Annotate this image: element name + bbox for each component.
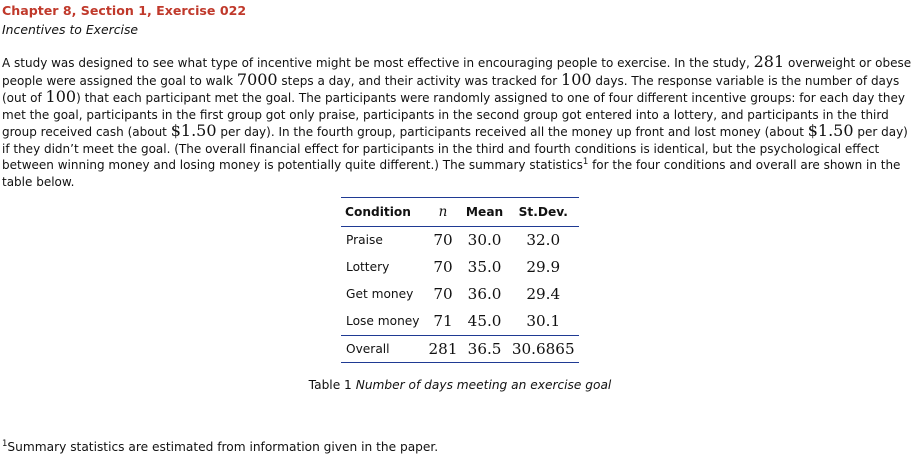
table-row: [341, 308, 579, 335]
table-row-overall: [341, 335, 579, 362]
row-condition: Lose money: [346, 314, 420, 329]
row-n: 70: [433, 285, 453, 304]
row-mean: 36.0: [467, 285, 502, 304]
footnote-text: Summary statistics are estimated from information given in the paper.: [7, 440, 439, 454]
table-caption: [0, 378, 920, 392]
row-stdev: 30.6865: [511, 339, 575, 358]
row-condition: Praise: [346, 233, 383, 248]
table-header-row: [341, 198, 579, 227]
row-stdev: 29.9: [526, 258, 561, 277]
footnote-marker: 1: [2, 438, 8, 449]
row-n: 70: [433, 258, 453, 277]
table-row: [341, 227, 579, 254]
days-tracked: 100: [561, 69, 592, 89]
footnote: [2, 440, 438, 454]
row-condition: Overall: [346, 341, 390, 356]
lost-amount: $1.50: [807, 121, 854, 140]
table-row: [341, 281, 579, 308]
table-row: [341, 254, 579, 281]
row-condition: Lottery: [346, 260, 390, 275]
participant-count: 281: [753, 52, 785, 71]
header-stdev: St.Dev.: [518, 205, 568, 219]
row-mean: 45.0: [467, 312, 502, 331]
row-condition: Get money: [346, 287, 414, 302]
row-mean: 30.0: [467, 231, 502, 250]
chapter-title: Chapter 8, Section 1, Exercise 022: [2, 3, 247, 18]
header-mean: Mean: [465, 205, 504, 219]
cash-amount: $1.50: [170, 121, 217, 140]
row-mean: 35.0: [467, 258, 502, 277]
row-n: 70: [433, 231, 453, 250]
footnote-reference[interactable]: 1: [582, 157, 589, 167]
caption-label: Table 1: [308, 378, 352, 392]
row-stdev: 30.1: [526, 312, 561, 331]
header-n: n: [438, 204, 448, 220]
row-mean: 36.5: [467, 339, 502, 358]
row-n: 281: [428, 339, 458, 358]
header-condition: Condition: [345, 205, 411, 219]
row-n: 71: [433, 312, 453, 331]
days-out-of: 100: [45, 87, 77, 106]
row-stdev: 32.0: [526, 231, 561, 250]
steps-goal: 7000: [236, 69, 278, 89]
problem-text: A study was designed to see what type of incentive might be most effective in encouraging people to exercise. In the study, 281 overweight or obese people were assigned the goal to walk 7000 steps a day, and their activity was tracked for 100 days. The response variable is the number of days (out of 100) that each participant met the goal. The participants were randomly assigned to one of four different incentive groups: for each day they met the goal, participants in the first group got only praise, participants in the second group got entered into a lottery, and participants in the third group received cash (about $1.50 per day). In the fourth group, participants received all the money up front and lost money (about $1.50 per day) if they didn’t meet the goal. (The overall financial effect for participants in the third and fourth conditions is identical, but the psychological effect between winning money and losing money is potentially quite different.) The summary statistics$^1$ for the four conditions and overall are shown in the table below.: [2, 52, 912, 189]
row-stdev: 29.4: [526, 285, 561, 304]
caption-text: Number of days meeting an exercise goal: [355, 378, 612, 392]
summary-statistics-table: [341, 197, 579, 363]
problem-subtitle: Incentives to Exercise: [2, 22, 139, 37]
